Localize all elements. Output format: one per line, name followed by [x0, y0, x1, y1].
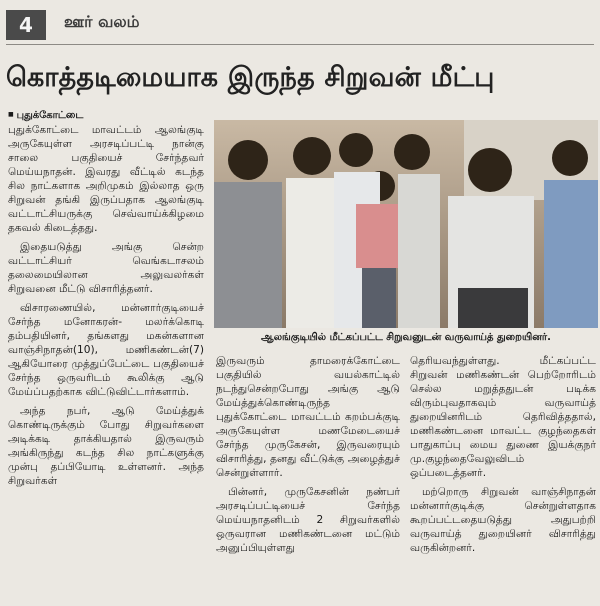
paragraph: பின்னர், முருகேசனின் நண்பர் அரசடிப்பட்டியைச் சேர்ந்த மெய்யநாதனிடம் 2 சிறுவர்களில் ஒருவரான மணிகண்டனை மட்டும் அனுப்பியுள்ளது	[216, 486, 400, 554]
paragraph: அந்த நபர், ஆடு மேய்த்துக் கொண்டிருக்கும் போது சிறுவர்களை அடிக்கடி தாக்கியதால் இருவரும் அங்கிருந்து கடந்த சில நாட்களுக்கு முன்பு தப்பியோடி உள்ளனர். அந்த சிறுவர்கள்	[8, 405, 204, 487]
paragraph: புதுக்கோட்டை மாவட்டம் ஆலங்குடி அருகேயுள்ள அரசடிப்பட்டி நான்கு சாலை பகுதியைச் சேர்ந்தவர் மெய்யநாதன். இவரது வீட்டில் கடந்த சில நாட்களாக அறிமுகம் இல்லாத ஒரு சிறுவன் தங்கி இருப்பதாக ஆலங்குடி வட்டாட்சியருக்கு செவ்வாய்க்கிழமை தகவல் கிடைத்தது.	[8, 124, 204, 234]
dateline: ■ புதுக்கோட்டை	[8, 108, 204, 123]
paragraph: தெரியவந்துள்ளது. மீட்கப்பட்ட சிறுவன் மணிகண்டன் பெற்றோரிடம் செல்ல மறுத்ததுடன் படிக்க விரும்புவதாகவும் வருவாய்த் துறையினரிடம் தெரிவித்ததால், மணிகண்டனை மாவட்ட குழந்தைகள் பாதுகாப்பு மைய துணை இயக்குநர் மு.குழந்தைவேலுவிடம் ஒப்படைத்தனர்.	[410, 355, 596, 479]
headline: கொத்தடிமையாக இருந்த சிறுவன் மீட்பு	[6, 62, 495, 93]
paragraph: மற்றொரு சிறுவன் வாஞ்சிநாதன் மன்னார்குடிக்கு சென்றுள்ளதாக கூறப்பட்டதையடுத்து அதுபற்றி வருவாய்த் துறையினர் விசாரித்து வருகின்றனர்.	[410, 486, 596, 554]
photo-caption: ஆலங்குடியில் மீட்கப்பட்ட சிறுவனுடன் வருவாய்த் துறையினர்.	[261, 332, 551, 343]
article-column-1	[8, 108, 204, 493]
paragraph: விசாரணையில், மன்னார்குடியைச் சேர்ந்த மனோகரன்- மலர்க்கொடி தம்பதியினர், தங்களது மகன்களான வாஞ்சிநாதன்(10), மணிகண்டன்(7) ஆகியோரை முத்துப்பேட்டை பகுதியைச் சேர்ந்த ஒருவரிடம் கூலிக்கு ஆடு மேய்ப்பதற்காக விட்டுவிட்டார்களாம்.	[8, 302, 204, 398]
paragraph: இதையடுத்து அங்கு சென்ற வட்டாட்சியர் வெங்கடாசலம் தலைமையிலான அலுவலர்கள் சிறுவனை மீட்டு விசாரித்தனர்.	[8, 241, 204, 295]
page-header	[0, 0, 600, 46]
page-number: 4	[6, 10, 46, 40]
photo-illustration	[214, 120, 598, 328]
article-column-2	[216, 354, 400, 560]
paragraph: இருவரும் தாமரைக்கோட்டை பகுதியில் வயல்காட்டில் நடந்துசென்றபோது அங்கு ஆடு மேய்த்துக்கொண்டிருந்த புதுக்கோட்டை மாவட்டம் கறம்பக்குடி அருகேயுள்ள மணமேடையைச் சேர்ந்த முருகேசன், இருவரையும் விசாரித்து, தனது வீட்டுக்கு அழைத்துச் சென்றுள்ளார்.	[216, 355, 400, 479]
header-rule	[6, 44, 594, 45]
section-name: ஊர் வலம்	[64, 12, 140, 31]
article-column-3	[410, 354, 596, 560]
news-photo	[214, 120, 598, 328]
